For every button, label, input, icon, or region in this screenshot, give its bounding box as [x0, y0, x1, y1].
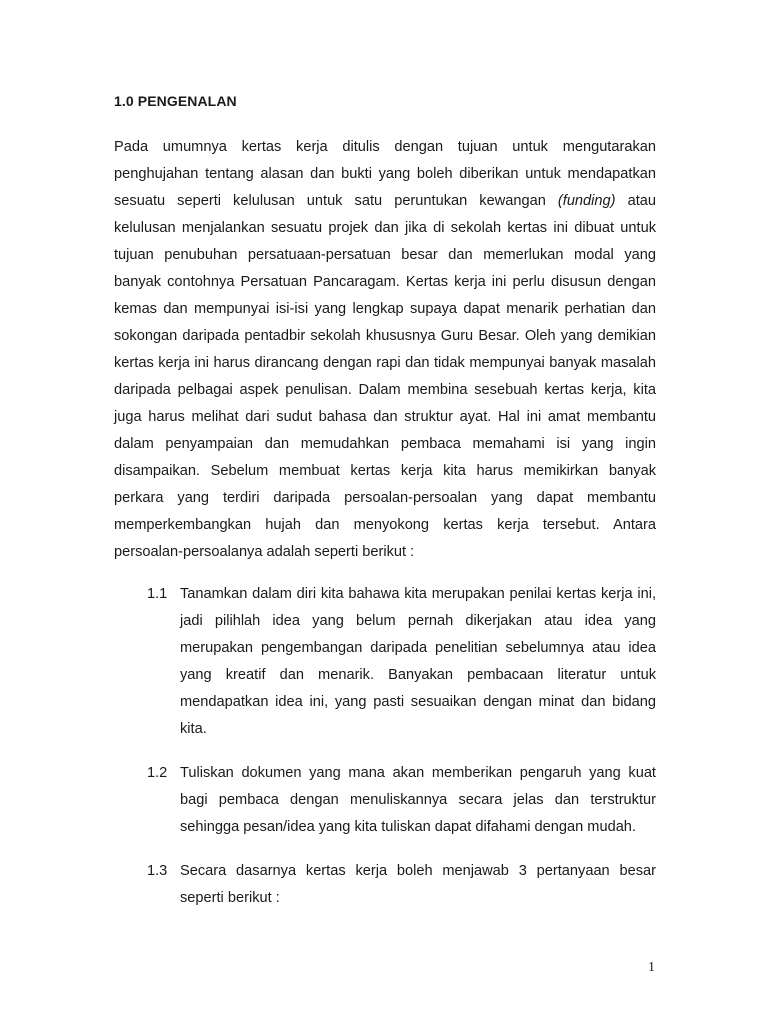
- intro-italic-term: (funding): [557, 193, 616, 209]
- list-item-number: 1.3: [147, 863, 168, 879]
- intro-text-part-2: atau kelulusan menjalankan sesuatu projek dan jika di sekolah kertas ini dibuat untuk tujuan penubuhan persatuaan-persatuan besar dan memerlukan modal yang banyak contohnya Persatuan Pancaragam. Kertas kerja ini perlu disusun dengan kemas dan mempunyai isi-isi yang lengkap supaya dapat menarik perhatian dan sokongan daripada pentadbir sekolah khususnya Guru Besar. Oleh yang demikian kertas kerja ini harus dirancang dengan rapi dan tidak mempunyai banyak masalah daripada pelbagai aspek penulisan. Dalam membina sesebuah kertas kerja, kita juga harus melihat dari sudut bahasa dan struktur ayat. Hal ini amat membantu dalam penyampaian dan memudahkan pembaca memahami isi yang ingin disampaikan. Sebelum membuat kertas kerja kita harus memikirkan banyak perkara yang terdiri daripada persoalan-persoalan yang dapat membantu memperkembangkan hujah dan menyokong kertas kerja tersebut. Antara persoalan-persoalanya adalah seperti berikut :: [114, 193, 656, 560]
- list-item: [147, 858, 656, 912]
- list-item: [147, 581, 656, 743]
- list-item-number: 1.2: [147, 765, 168, 781]
- section-heading: 1.0 PENGENALAN: [114, 93, 237, 109]
- list-item-text: Tuliskan dokumen yang mana akan memberikan pengaruh yang kuat bagi pembaca dengan menuliskannya secara jelas dan terstruktur sehingga pesan/idea yang kita tuliskan dapat difahami dengan mudah.: [180, 765, 656, 835]
- page-number: 1: [648, 960, 655, 975]
- intro-text-part-1: Pada umumnya kertas kerja ditulis dengan tujuan untuk mengutarakan penghujahan tentang alasan dan bukti yang boleh diberikan untuk mendapatkan sesuatu seperti kelulusan untuk satu peruntukan kewangan: [114, 139, 656, 209]
- intro-paragraph: [114, 134, 656, 566]
- list-item: [147, 760, 656, 841]
- list-item-number: 1.1: [147, 586, 168, 602]
- list-item-text: Tanamkan dalam diri kita bahawa kita merupakan penilai kertas kerja ini, jadi pilihlah idea yang belum pernah dikerjakan atau idea yang merupakan pengembangan daripada penelitian sebelumnya atau idea yang kreatif dan menarik. Banyakan pembacaan literatur untuk mendapatkan idea ini, yang pasti sesuaikan dengan minat dan bidang kita.: [180, 586, 656, 737]
- list-item-text: Secara dasarnya kertas kerja boleh menjawab 3 pertanyaan besar seperti berikut :: [180, 863, 656, 906]
